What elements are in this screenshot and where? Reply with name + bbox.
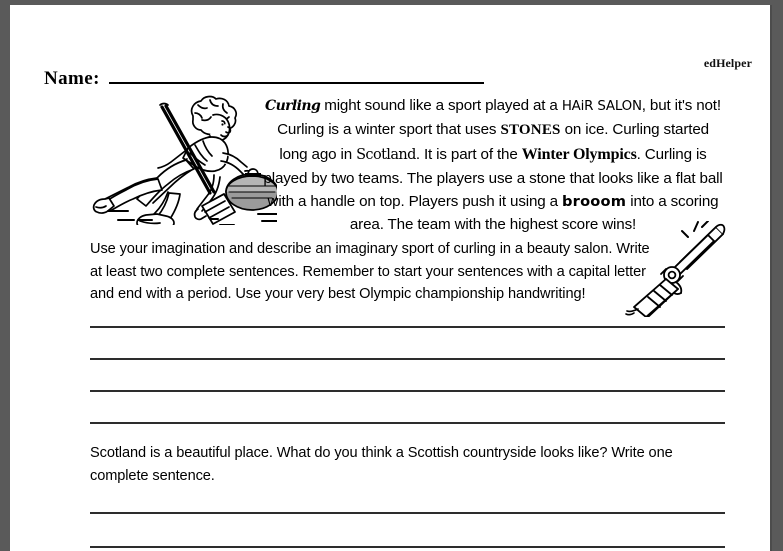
intro-paragraph [263,94,723,237]
writing-line[interactable] [90,512,725,514]
intro-word-stones: STONES [500,122,561,139]
intro-word-scotland: Scotland [356,146,416,163]
curling-iron-illustration [622,221,728,317]
worksheet-sheet [10,5,772,551]
intro-text-5: . Curling is played by two teams. The players use a stone that looks like a flat ball with a handle on top. Players push it using a [263,145,723,211]
name-field-row [44,68,484,90]
writing-line[interactable] [90,358,725,360]
prompt-two-text: Scotland is a beautiful place. What do you think a Scottish countryside looks like? Write one complete sentence. [90,445,673,484]
intro-text-6: into a scoring area. The team with the highest score wins! [349,193,719,234]
writing-line[interactable] [90,326,725,328]
intro-text-3: on ice. Curling started long ago in [279,121,709,163]
intro-word-curling: Curling [265,98,321,114]
writing-line[interactable] [90,546,725,548]
name-input-blank[interactable] [109,68,484,84]
intro-text-2: , but it's not! Curling is a winter sport that uses [277,97,721,139]
intro-word-hair-salon: HAiR SALON [561,99,642,114]
writing-line[interactable] [90,422,725,424]
intro-word-winter-olympics: Winter Olympics [521,145,637,163]
intro-section [10,91,772,234]
writing-line[interactable] [90,390,725,392]
edhelper-logo: edHelper [703,56,752,70]
intro-text-1: might sound like a sport played at a [320,97,562,114]
curler-illustration [62,93,277,225]
prompt-one-text: Use your imagination and describe an imaginary sport of curling in a beauty salon. Write at least two complete sentences. Remember to start your sentences with a capital letter and end with a period. Use your very best Olympic championship handwriting! [90,241,650,302]
intro-text-4: . It is part of the [415,145,522,163]
intro-word-brooom: brooom [562,193,627,211]
name-label: Name: [44,68,100,89]
